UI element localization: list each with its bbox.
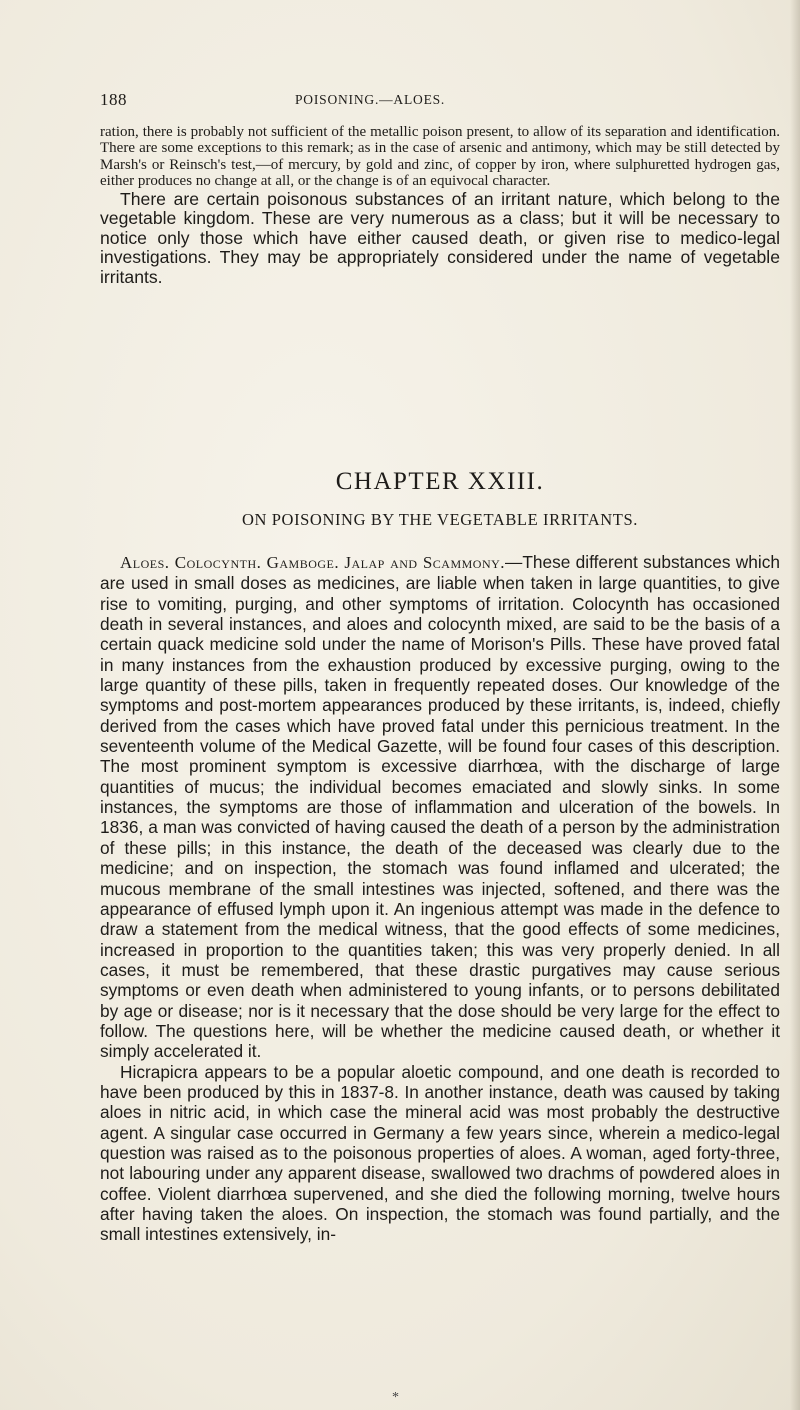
section-heading: Aloes. Colocynth. Gamboge. Jalap and Scammony. — [120, 553, 506, 572]
intro-paragraph-2: There are certain poisonous substances of an irritant nature, which belong to the vegetable kingdom. These are very numerous as a class; but it will be necessary to notice only those which have either caused death, or given rise to medico-legal investigations. They may be appropriately considered under the name of vegetable irritants. — [100, 189, 780, 287]
chapter-subtitle: ON POISONING BY THE VEGETABLE IRRITANTS. — [242, 510, 638, 529]
chapter-body — [100, 552, 780, 1245]
page-header — [100, 90, 780, 110]
running-head: POISONING.—ALOES. — [295, 92, 446, 107]
page-edge-shadow — [790, 0, 800, 1410]
body-paragraph-2: Hicrapicra appears to be a popular aloetic compound, and one death is recorded to have been produced by this in 1837-8. In another instance, death was caused by taking aloes in nitric acid, in which case the mineral acid was most probably the destructive agent. A singular case occurred in Germany a few years since, wherein a medico-legal question was raised as to the poisonous properties of aloes. A woman, aged forty-three, not labouring under any apparent disease, swallowed two drachms of powdered aloes in coffee. Violent diarrhœa supervened, and she died the following morning, twelve hours after having taken the aloes. On inspection, the stomach was found partially, and the small intestines extensively, in- — [100, 1061, 780, 1245]
body-paragraph-1 — [100, 552, 780, 1062]
footer-mark: * — [392, 1390, 399, 1405]
body-paragraph-1-text: —These different substances which are used in small doses as medicines, are liable when taken in large quantities, to give rise to vomiting, purging, and other symptoms of irritation. Colocynth has occasioned death in several instances, and aloes and colocynth mixed, are said to be the basis of a certain quack medicine sold under the name of Morison's Pills. These have proved fatal in many instances from the exhaustion produced by excessive purging, owing to the large quantity of these pills, taken in frequently repeated doses. Our knowledge of the symptoms and post-mortem appearances produced by these irritants, is, indeed, chiefly derived from the cases which have proved fatal under this pernicious treatment. In the seventeenth volume of the Medical Gazette, will be found four cases of this description. The most prominent symptom is excessive diarrhœa, with the discharge of large quantities of mucus; the individual becomes emaciated and slowly sinks. In some instances, the symptoms are those of inflammation and ulceration of the bowels. In 1836, a man was convicted of having caused the death of a person by the administration of these pills; in this instance, the death of the deceased was clearly due to the medicine; and on inspection, the stomach was found inflamed and ulcerated; the mucous membrane of the small intestines was injected, softened, and there was the appearance of effused lymph upon it. An ingenious attempt was made in the defence to draw a statement from the medical witness, that the good effects of some medicines, increased in proportion to the quantities taken; this was very properly denied. In all cases, it must be remembered, that these drastic purgatives may cause serious symptoms or even death when administered to young infants, or to persons debilitated by age or disease; nor is it necessary that the dose should be very large for the effect to follow. The questions here, will be whether the medicine caused death, or whether it simply accelerated it. — [100, 552, 780, 1062]
chapter-title: CHAPTER XXIII. — [335, 468, 545, 495]
page-number: 188 — [100, 90, 127, 109]
intro-paragraph-1: ration, there is probably not sufficient of the metallic poison present, to allow of its separation and identification. There are some exceptions to this remark; as in the case of arsenic and antimony, which may be still detected by Marsh's or Reinsch's test,—of mercury, by gold and zinc, of copper by iron, where sulphuretted hydrogen gas, either produces no change at all, or the change is of an equivocal character. — [100, 124, 780, 190]
